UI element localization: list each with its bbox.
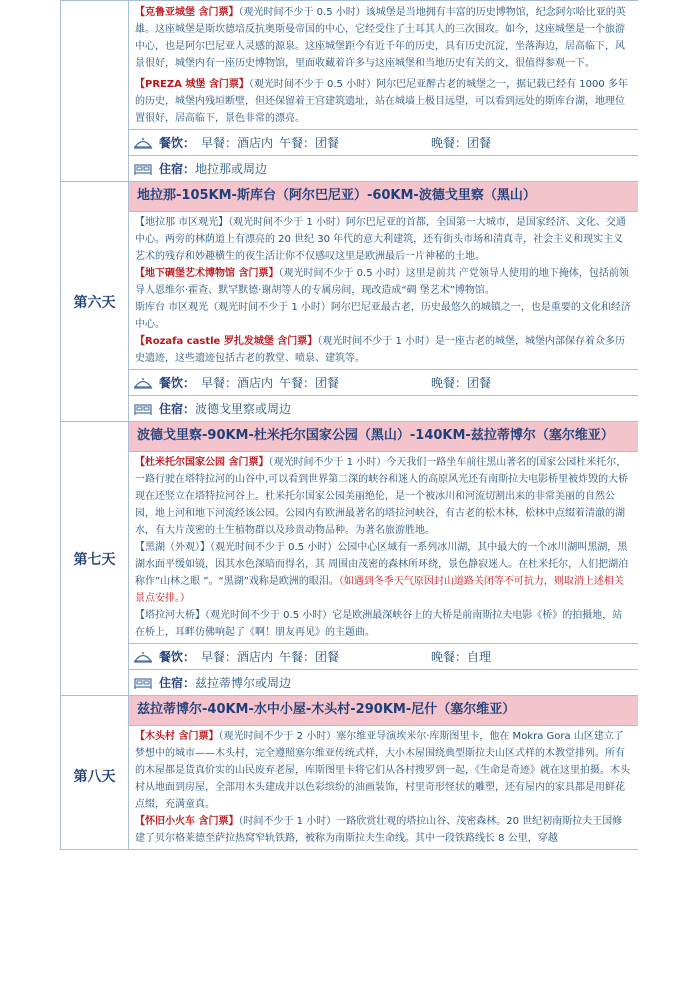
- attraction-text: （观光时间不少于 1 小时）是一座古老的城堡，城堡内部保存着众多历史遗迹，这些遗迹包括古老的教堂、喷泉、建筑等。: [135, 336, 626, 364]
- attraction-title: 【Rozafa castle 罗扎发城堡 含门票】: [135, 336, 318, 347]
- bed-icon: [133, 676, 153, 690]
- attraction-text: （观光时间不少于 0.5 小时）阿尔巴尼亚醉古老的城堡之一，据记载已经有 1000 多年的历史，城堡内残垣断壁，但还保留着王宫建筑遗址，站在城墙上极目远望，可以看到远处的斯库台湖，地理位置很好，居高临下，景色非常的漂亮。: [135, 79, 628, 124]
- meals-label: 餐饮：: [159, 650, 196, 664]
- attraction-text: （观光时间不少于 1 小时）今天我们一路坐车前往黑山著名的国家公园杜米托尔，一路行驶在塔特拉河的山谷中,可以看到世界第二深的峡谷和迷人的高原风光还有南斯拉夫电影桥里被炸毁的大桥现在还竖立在塔特拉河谷上。杜米托尔国家公园美丽绝伦，是一个被冰川和河流切割出来的非常美丽的自然公园，地上河和地下河流经该公园。公园内有欧洲最著名的塔拉河峡谷，有古老的松木林，松林中点缀着清澈的湖水，有大片茂密的土生植物群以及珍贵动物品种。为著名旅游胜地。: [135, 457, 629, 536]
- attraction-paragraph: [135, 265, 632, 299]
- attraction-title: 【塔拉河大桥】: [135, 610, 205, 621]
- attraction-text: （观光时间不少于 1 小时）阿尔巴尼亚最古老，历史最悠久的城镇之一，也是重要的文化和经济中心。: [135, 302, 631, 330]
- attraction-title: 【克鲁亚城堡 含门票】: [135, 7, 239, 18]
- day-row: [61, 696, 639, 850]
- dish-cover-icon: [133, 136, 153, 150]
- closure-note: （如遇到冬季天气原因封山道路关闭等不可抗力，则取消上述相关景点安排。）: [135, 576, 624, 604]
- attraction-paragraph: [135, 214, 632, 265]
- attraction-text: （观光时间不少于 2 小时）塞尔维亚导演埃米尔·库斯图里卡，他在 Mokra Gora 山区建立了梦想中的城市——木头村，完全遵照塞尔维亚传统式样，大小木屋围绕典型斯拉夫山区式样的木教堂排列。所有的木屋都是货真价实的山民废弃老屋，库斯图里卡将它们从各村搜罗到一起，《生命是奇迹》就在这里拍摄。木头村从地面到房屋，全部用木头建成并以色彩缤纷的油画装饰，村里奇形怪状的雕塑，还有屋内的家具都是用鲜花点缀，充满童真。: [135, 731, 630, 810]
- lunch: 午餐：团餐: [279, 650, 340, 664]
- attraction-paragraph: [135, 76, 632, 127]
- attraction-title: 【木头村 含门票】: [135, 731, 219, 742]
- day-content: [129, 422, 639, 696]
- attraction-text: （观光时间不少于 1 小时）阿尔巴尼亚的首都，全国第一大城市，是国家经济、文化、交通中心。两旁的林荫道上有漂亮的 20 世纪 30 年代的意大利建筑，还有街头市场和清真寺，社会主义和现实主义艺术的残存和妙趣横生的夜生活让你不仅感叹这里是欧洲最后一片神秘的土地。: [135, 217, 626, 262]
- attraction-title: 【怀旧小火车 含门票】: [135, 816, 239, 827]
- meals-row: [129, 369, 638, 395]
- dish-cover-icon: [133, 650, 153, 664]
- stay-row: [129, 155, 638, 181]
- attraction-paragraph: [135, 607, 632, 641]
- dinner: 晚餐：自理: [431, 650, 492, 664]
- attraction-paragraph: [135, 4, 632, 72]
- stay-label: 住宿：: [159, 162, 196, 176]
- attraction-title: 【地拉那 市区观光】: [135, 217, 229, 228]
- route-header: 地拉那-105KM-斯库台（阿尔巴尼亚）-60KM-波德戈里察（黑山）: [129, 182, 638, 212]
- attraction-title: 【PREZA 城堡 含门票】: [135, 79, 249, 90]
- attraction-paragraph: [135, 333, 632, 367]
- dinner: 晚餐：团餐: [431, 136, 492, 150]
- attraction-text: （观光时间不少于 0.5 小时）该城堡是当地拥有丰富的历史博物馆，纪念阿尔哈比亚的英雄。这座城堡是斯坎德培反抗奥斯曼帝国的中心，它经受住了土耳其人的三次围攻。如今，这座城堡是一个旅游中心，也是阿尔巴尼亚人灵感的源泉。这座城堡距今有近千年的历史，具有历史沉淀，坐落海边，居高临下，风景很好，城堡内有一座历史博物馆，里面收藏着许多与这座城堡和当地历史有关的文，很值得参观一下。: [135, 7, 626, 69]
- meals-row: [129, 643, 638, 669]
- stay-value: 波德戈里察或周边: [195, 402, 292, 416]
- day-label-empty: [61, 1, 129, 182]
- route-header: 兹拉蒂博尔-40KM-水中小屋-木头村-290KM-尼什（塞尔维亚）: [129, 696, 638, 726]
- dinner: 晚餐：团餐: [431, 376, 492, 390]
- route-header: 波德戈里察-90KM-杜米托尔国家公园（黑山）-140KM-兹拉蒂博尔（塞尔维亚）: [129, 422, 638, 452]
- attraction-desc: [129, 212, 638, 369]
- day-row: [61, 422, 639, 696]
- attraction-desc: [129, 1, 638, 129]
- day-content: [129, 182, 639, 422]
- attraction-text: （观光时间不少于 0.5 小时）它是欧洲最深峡谷上的大桥是前南斯拉夫电影《桥》的拍摄地，站在桥上，耳畔仿佛响起了《啊！朋友再见》的主题曲。: [135, 610, 623, 638]
- day-content-prev: [129, 1, 639, 182]
- breakfast: 早餐：酒店内: [201, 136, 274, 150]
- stay-row: [129, 669, 638, 695]
- day-label: 第七天: [61, 422, 129, 696]
- stay-row: [129, 395, 638, 421]
- stay-label: 住宿：: [159, 402, 196, 416]
- stay-value: 兹拉蒂博尔或周边: [195, 676, 292, 690]
- stay-label: 住宿：: [159, 676, 196, 690]
- meals-row: [129, 129, 638, 155]
- day-row: [61, 182, 639, 422]
- breakfast: 早餐：酒店内: [201, 650, 274, 664]
- lunch: 午餐：团餐: [279, 136, 340, 150]
- attraction-desc: [129, 726, 638, 849]
- stay-value: 地拉那或周边: [195, 162, 268, 176]
- meals-label: 餐饮：: [159, 136, 196, 150]
- attraction-text: （时间不少于 1 小时）一路欣赏壮观的塔拉山谷、茂密森林。20 世纪初南斯拉夫王国修建了贝尔格莱德至萨拉热窝窄轨铁路，被称为南斯拉夫生命线。其中一段铁路线长 8 公里，穿越: [135, 816, 623, 844]
- bed-icon: [133, 162, 153, 176]
- breakfast: 早餐：酒店内: [201, 376, 274, 390]
- day-label: 第六天: [61, 182, 129, 422]
- attraction-paragraph: [135, 539, 632, 607]
- itinerary-page: [60, 0, 638, 928]
- attraction-title: 【黑湖（外观）】: [135, 542, 210, 553]
- day-content: [129, 696, 639, 850]
- attraction-title: 【地下碉堡艺术博物馆 含门票】: [135, 268, 279, 279]
- day-row-prev: [61, 1, 639, 182]
- lunch: 午餐：团餐: [279, 376, 340, 390]
- day-label: 第八天: [61, 696, 129, 850]
- meals-label: 餐饮：: [159, 376, 196, 390]
- attraction-title: 斯库台 市区观光: [135, 302, 209, 313]
- dish-cover-icon: [133, 376, 153, 390]
- attraction-paragraph: [135, 728, 632, 813]
- attraction-desc: [129, 452, 638, 643]
- attraction-paragraph: [135, 813, 632, 847]
- attraction-text: （观光时间不少于 0.5 小时）公园中心区域有一系列冰川湖，其中最大的一个冰川湖叫黑湖，黑湖水面平缓如镜，因其水色深暗而得名，其 周围由茂密的森林所环绕，景色静寂迷人。在杜米托尔，人们把湖泊称作”山林之眼 ”。“黑湖”戏称是欧洲的眼泪。: [135, 542, 629, 587]
- itinerary-table: [60, 0, 638, 850]
- attraction-text: （观光时间不少于 0.5 小时）这里是前共 产党领导人使用的地下掩体，包括前领导人恩维尔·霍查、默罕默德·谢胡等人的专属房间，现改造成“碉 堡艺术”博物馆。: [135, 268, 629, 296]
- attraction-paragraph: [135, 299, 632, 333]
- bed-icon: [133, 402, 153, 416]
- attraction-title: 【杜米托尔国家公园 含门票】: [135, 457, 269, 468]
- attraction-paragraph: [135, 454, 632, 539]
